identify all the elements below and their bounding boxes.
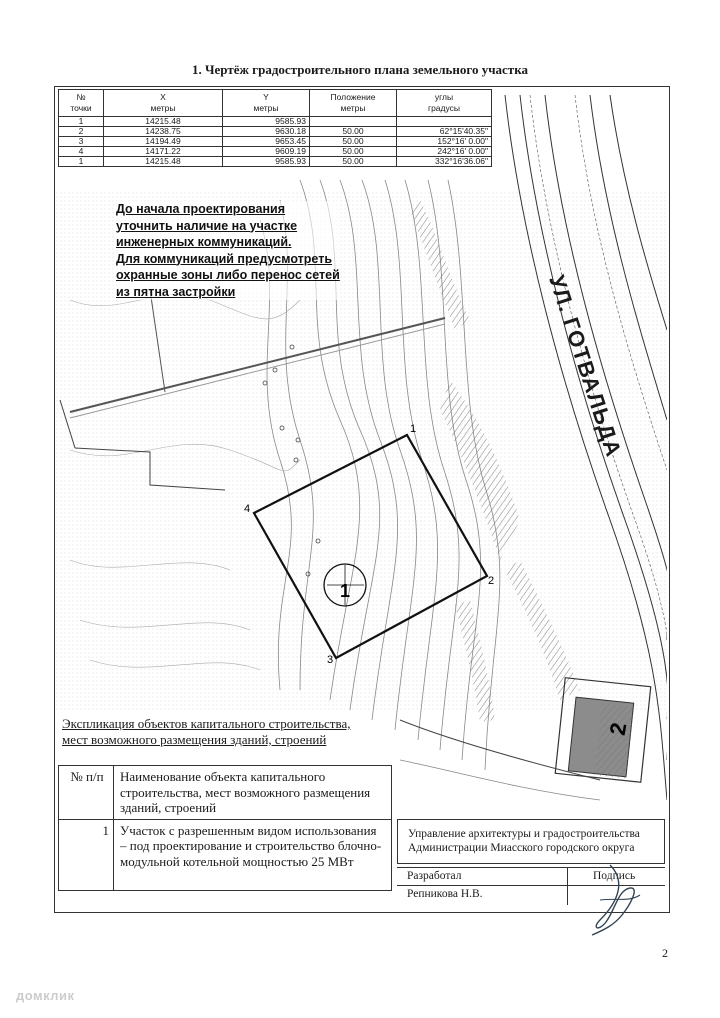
signature-label: Подпись xyxy=(593,870,636,882)
corner-label-2: 2 xyxy=(488,575,495,587)
developed-label: Разработал xyxy=(407,870,462,882)
corner-label-1: 1 xyxy=(410,423,417,435)
organization-name: Управление архитектуры и градостроительства Администрации Миасского городского округа xyxy=(397,819,665,864)
engineering-note: До начала проектирования уточнить наличие на участке инженерных коммуникаций. Для коммуникаций предусмотреть охранные зоны либо перенос сетей из пятна застройки xyxy=(116,202,340,299)
building-number-label: 2 xyxy=(604,720,632,738)
header-y: Y метры xyxy=(223,90,310,117)
table-row: 2 14238.75 9630.18 50.00 62°15'40.35" xyxy=(59,127,492,137)
table-row: 4 14171.22 9609.19 50.00 242°16' 0.00" xyxy=(59,147,492,157)
corner-label-4: 4 xyxy=(244,503,251,515)
explication-table xyxy=(58,765,392,891)
page-number: 2 xyxy=(662,946,668,960)
corner-label-3: 3 xyxy=(327,654,334,666)
table-row: 1 14215.48 9585.93 xyxy=(59,117,492,127)
drawing-title: 1. Чертёж градостроительного плана земельного участка xyxy=(191,62,528,77)
street-label: УЛ. ГОТВАЛЬДА xyxy=(544,272,627,461)
col-name-header: Наименование объекта капитального строительства, мест возможного размещения зданий, строений xyxy=(114,766,392,820)
col-num-header: № п/п xyxy=(59,766,114,820)
watermark: домклик xyxy=(16,988,75,1003)
developer-name: Репникова Н.В. xyxy=(407,888,483,900)
header-point: № точки xyxy=(59,90,104,117)
coordinates-table xyxy=(58,89,492,167)
table-row: 1 Участок с разрешенным видом использования – под проектирование и строительство блочно-модульной котельной мощностью 25 МВт xyxy=(59,819,392,890)
table-row: 3 14194.49 9653.45 50.00 152°16' 0.00" xyxy=(59,137,492,147)
explication-heading: Экспликация объектов капитального строительства, мест возможного размещения зданий, строений xyxy=(62,716,351,747)
object-number-label: 1 xyxy=(340,581,351,601)
table-row: 1 14215.48 9585.93 50.00 332°16'36.06" xyxy=(59,157,492,167)
signature-scribble xyxy=(570,860,650,940)
header-length: Положение метры xyxy=(310,90,397,117)
header-angle: углы градусы xyxy=(397,90,492,117)
header-x: X метры xyxy=(104,90,223,117)
